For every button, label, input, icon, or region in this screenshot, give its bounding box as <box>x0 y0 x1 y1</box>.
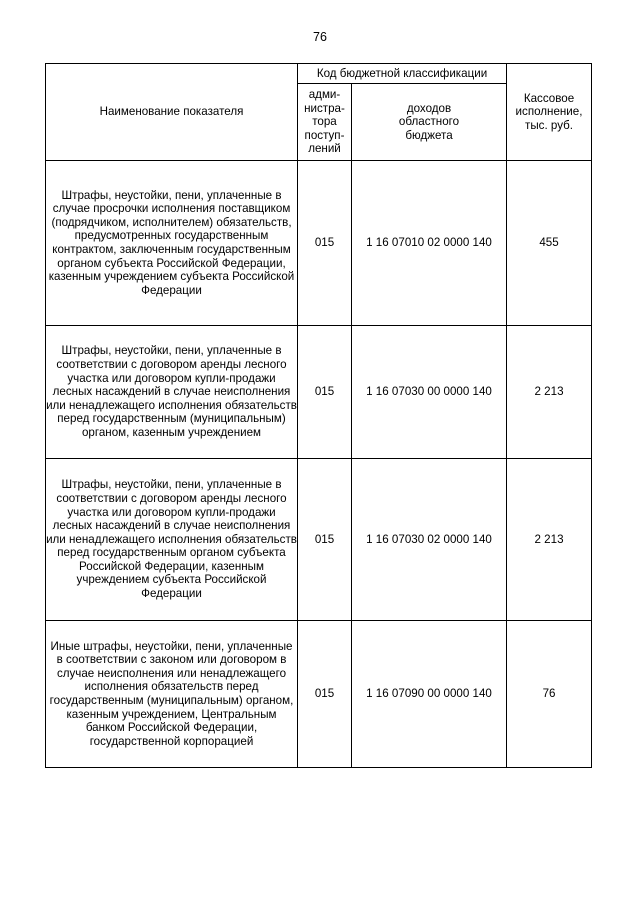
row-amount: 2 213 <box>507 459 592 621</box>
row-admin-code: 015 <box>298 621 352 768</box>
row-amount: 455 <box>507 161 592 326</box>
row-name: Иные штрафы, неустойки, пени, уплаченные в соответствии с законом или договором в случае неисполнения или ненадлежащего исполнения обязательств перед государственным (муниципальным) органом, казенным учреждением, Центральным банком Российской Федерации, государственной корпорацией <box>46 621 298 768</box>
header-income <box>352 84 507 161</box>
table-row <box>46 459 592 621</box>
header-name: Наименование показателя <box>46 64 298 161</box>
row-income-code: 1 16 07030 02 0000 140 <box>352 459 507 621</box>
table-row <box>46 326 592 459</box>
header-admin-line: тора <box>312 115 337 129</box>
row-income-code: 1 16 07090 00 0000 140 <box>352 621 507 768</box>
header-row-group <box>46 64 592 84</box>
header-admin-line: нистра- <box>304 101 345 115</box>
row-amount: 2 213 <box>507 326 592 459</box>
header-amount-line: тыс. руб. <box>525 118 574 132</box>
header-amount-line: исполнение, <box>515 105 583 119</box>
header-budget-code: Код бюджетной классификации <box>298 64 507 84</box>
row-name: Штрафы, неустойки, пени, уплаченные в соответствии с договором аренды лесного участка или договором купли-продажи лесных насаждений в случае неисполнения или ненадлежащего исполнения обязательств перед государственным (муниципальным) органом, казенным учреждением <box>46 326 298 459</box>
header-admin-line: адми- <box>308 88 341 102</box>
budget-table <box>45 63 592 768</box>
row-name: Штрафы, неустойки, пени, уплаченные в соответствии с договором аренды лесного участка или договором купли-продажи лесных насаждений в случае неисполнения или ненадлежащего исполнения обязательств перед государственным органом субъекта Российской Федерации, казенным учреждением субъекта Российской Федерации <box>46 459 298 621</box>
header-income-line: областного <box>398 115 460 129</box>
header-amount <box>507 64 592 161</box>
row-name: Штрафы, неустойки, пени, уплаченные в случае просрочки исполнения поставщиком (подрядчиком, исполнителем) обязательств, предусмотренных государственным контрактом, заключенным государственным органом субъекта Российской Федерации, казенным учреждением субъекта Российской Федерации <box>46 161 298 326</box>
row-amount: 76 <box>507 621 592 768</box>
table-row <box>46 621 592 768</box>
row-income-code: 1 16 07030 00 0000 140 <box>352 326 507 459</box>
header-admin <box>298 84 352 161</box>
header-income-line: бюджета <box>405 128 453 142</box>
row-admin-code: 015 <box>298 459 352 621</box>
row-admin-code: 015 <box>298 326 352 459</box>
header-admin-line: лений <box>308 142 341 156</box>
table-row <box>46 161 592 326</box>
row-income-code: 1 16 07010 02 0000 140 <box>352 161 507 326</box>
row-admin-code: 015 <box>298 161 352 326</box>
header-income-line: доходов <box>406 101 452 115</box>
page-number: 76 <box>313 30 327 44</box>
header-amount-line: Кассовое <box>523 91 575 105</box>
header-admin-line: поступ- <box>304 128 345 142</box>
